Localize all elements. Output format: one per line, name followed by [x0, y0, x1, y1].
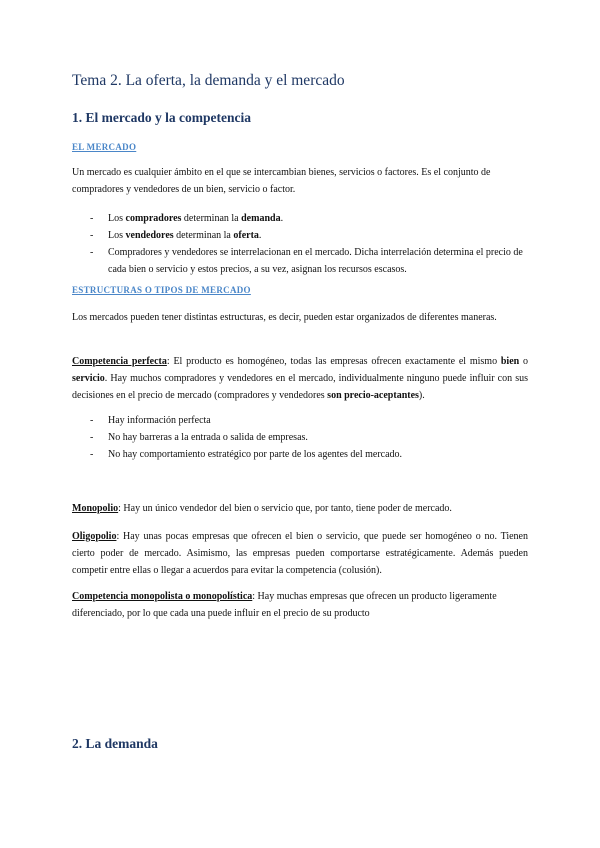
- competencia-monopolistica-paragraph: Competencia monopolista o monopolística: Hay muchas empresas que ofrecen un producto ligeramente diferenciado, por lo que cada una puede influir en el precio de su producto: [72, 591, 497, 619]
- list-item: - No hay barreras a la entrada o salida de empresas.: [72, 429, 528, 446]
- competencia-perfecta-paragraph: Competencia perfecta: El producto es homogéneo, todas las empresas ofrecen exactamente el mismo bien o servicio. Hay muchos compradores y vendedores en el mercado, individualmente ninguno puede influir con sus decisiones en el precio de mercado (compradores y vendedores son precio-aceptantes).: [72, 356, 529, 401]
- list-item: - Los compradores determinan la demanda.: [72, 210, 528, 227]
- term-oligopolio: Oligopolio: [72, 531, 117, 542]
- list-item: - No hay comportamiento estratégico por parte de los agentes del mercado.: [72, 446, 528, 463]
- oligopolio-paragraph: Oligopolio: Hay unas pocas empresas que ofrecen el bien o servicio, que puede ser homogéneo o no. Tienen cierto poder de mercado. Asimismo, las empresas pueden comportarse estratégicamente. Además pueden competir entre ellas o llegar a acuerdos para evitar la competencia (colusión).: [72, 531, 528, 576]
- term-monopolio: Monopolio: [72, 503, 119, 514]
- competencia-perfecta-bullets: [72, 412, 528, 463]
- document-title: Tema 2. La oferta, la demanda y el mercado: [72, 72, 345, 89]
- section-1-heading: 1. El mercado y la competencia: [72, 110, 251, 125]
- section-2-heading: 2. La demanda: [72, 736, 158, 751]
- subheading-estructuras: ESTRUCTURAS O TIPOS DE MERCADO: [72, 285, 251, 295]
- estructuras-intro: Los mercados pueden tener distintas estructuras, es decir, pueden estar organizados de diferentes maneras.: [72, 312, 497, 323]
- monopolio-paragraph: Monopolio: Hay un único vendedor del bien o servicio que, por tanto, tiene poder de mercado.: [72, 503, 452, 514]
- subheading-el-mercado: EL MERCADO: [72, 142, 137, 152]
- mercado-bullet-list: [72, 210, 528, 278]
- term-competencia-monopolistica: Competencia monopolista o monopolística: [72, 591, 253, 602]
- list-item: - Hay información perfecta: [72, 412, 528, 429]
- list-item: - Los vendedores determinan la oferta.: [72, 227, 528, 244]
- list-item: - Compradores y vendedores se interrelacionan en el mercado. Dicha interrelación determina el precio de cada bien o servicio y estos precios, a su vez, asignan los recursos escasos.: [72, 244, 528, 278]
- mercado-definition: Un mercado es cualquier ámbito en el que se intercambian bienes, servicios o factores. Es el conjunto de compradores y vendedores de un bien, servicio o factor.: [72, 167, 491, 195]
- term-competencia-perfecta: Competencia perfecta: [72, 356, 167, 367]
